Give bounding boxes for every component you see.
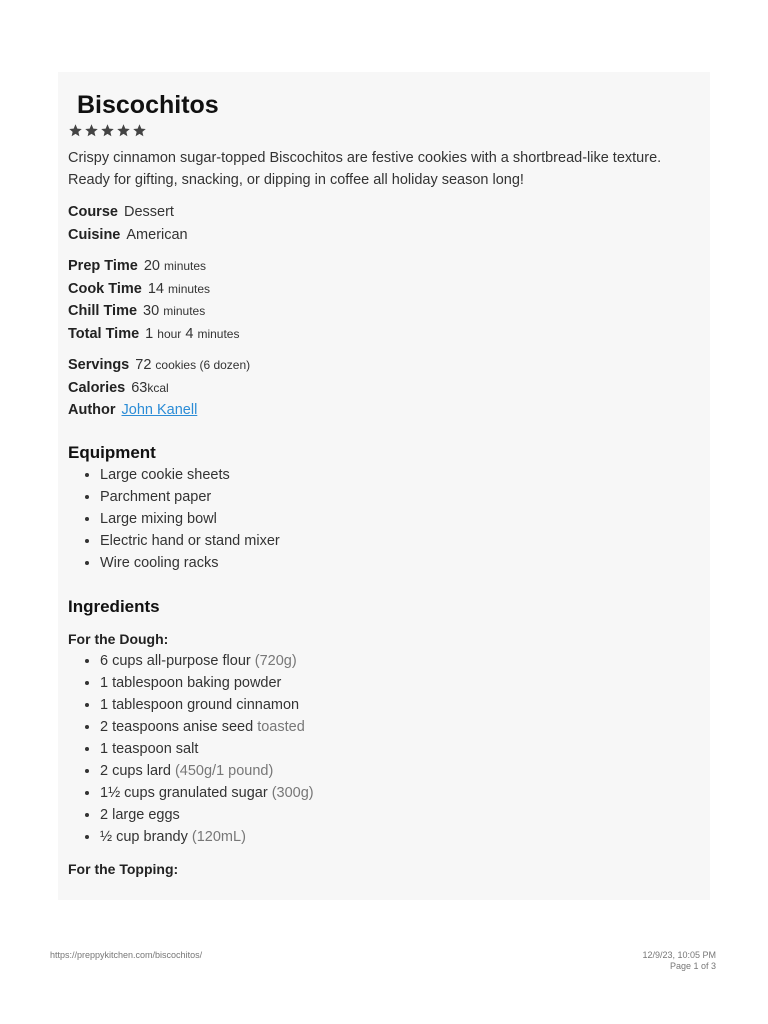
recipe-card	[58, 72, 710, 900]
ingredient-text: 2 cups lard	[100, 762, 171, 779]
ingredient-item	[100, 694, 700, 716]
equipment-section	[68, 442, 700, 574]
meta-group-category	[68, 201, 700, 246]
meta-unit: minutes	[163, 304, 206, 318]
ingredient-text: 1½ cups granulated sugar	[100, 784, 268, 801]
ingredient-text: 2 teaspoons anise seed	[100, 718, 254, 735]
meta-unit: minutes	[197, 326, 240, 341]
meta-label: Course	[68, 204, 118, 220]
ingredient-item	[100, 650, 700, 672]
star-icon	[68, 123, 83, 138]
ingredients-section	[68, 596, 700, 880]
ingredient-note: (300g)	[271, 784, 314, 801]
meta-cuisine	[68, 224, 700, 247]
ingredient-item	[100, 716, 700, 738]
meta-author	[68, 399, 700, 422]
meta-unit: minutes	[168, 281, 211, 296]
meta-unit: hour	[157, 326, 182, 341]
equipment-item: • Large mixing bowl	[100, 508, 700, 530]
ingredient-item	[100, 738, 700, 760]
ingredient-text: 2 large eggs	[100, 806, 180, 823]
equipment-list	[68, 464, 700, 574]
meta-calories	[68, 377, 700, 400]
ingredient-text: ½ cup brandy	[100, 828, 188, 845]
meta-value: 1	[145, 325, 154, 342]
meta-value: 4	[185, 325, 194, 342]
meta-label: Calories	[68, 379, 126, 396]
ingredient-text: 1 tablespoon ground cinnamon	[100, 696, 300, 713]
recipe-summary: Crispy cinnamon sugar-topped Biscochitos are festive cookies with a shortbread-like texture. Ready for gifting, snacking, or dipping in coffee all holiday season long!	[68, 150, 662, 188]
dough-subheading: For the Dough:	[68, 630, 169, 647]
equipment-item: • Large cookie sheets	[100, 464, 700, 486]
meta-value: 30	[143, 303, 160, 319]
ingredient-item	[100, 826, 700, 848]
meta-label: Total Time	[68, 325, 140, 342]
footer-datetime: 12/9/23, 10:05 PM	[642, 950, 716, 960]
star-icon	[132, 123, 147, 138]
ingredient-text: 6 cups all-purpose flour	[100, 652, 251, 669]
ingredient-item	[100, 782, 700, 804]
ingredient-note: (120mL)	[191, 828, 246, 845]
star-icon	[84, 123, 99, 138]
recipe-title: Biscochitos	[77, 91, 219, 119]
meta-servings	[68, 354, 700, 377]
meta-label: Cuisine	[68, 226, 121, 243]
footer-url: https://preppykitchen.com/biscochitos/	[50, 950, 203, 960]
author-link[interactable]: John Kanell	[121, 402, 198, 418]
equipment-item: • Parchment paper	[100, 486, 700, 508]
star-icon	[116, 123, 131, 138]
meta-unit: minutes	[164, 259, 207, 273]
meta-value: 14	[147, 280, 164, 297]
meta-prep-time	[68, 255, 700, 278]
footer-info	[642, 950, 716, 972]
footer-page-number: Page 1 of 3	[669, 961, 716, 971]
ingredient-item	[100, 672, 700, 694]
meta-value: American	[126, 226, 188, 243]
dough-ingredient-list	[68, 650, 700, 848]
meta-unit: kcal	[147, 380, 169, 395]
meta-value: 63	[131, 379, 148, 396]
meta-chill-time	[68, 300, 700, 323]
meta-group-times	[68, 255, 700, 345]
meta-cook-time	[68, 278, 700, 301]
recipe-meta	[68, 201, 700, 422]
topping-subheading: For the Topping:	[68, 860, 179, 877]
equipment-item: • Wire cooling racks	[100, 552, 700, 574]
ingredient-note: (720g)	[254, 652, 297, 669]
ingredients-heading: Ingredients	[68, 596, 160, 616]
ingredient-text: 1 tablespoon baking powder	[100, 674, 282, 691]
meta-label: Prep Time	[68, 258, 138, 274]
star-icon	[100, 123, 115, 138]
ingredient-item	[100, 760, 700, 782]
meta-label: Servings	[68, 357, 130, 373]
ingredient-note: (450g/1 pound)	[174, 762, 274, 779]
meta-course	[68, 201, 700, 224]
meta-group-info	[68, 354, 700, 422]
meta-unit: cookies (6 dozen)	[155, 358, 251, 372]
meta-value: Dessert	[123, 204, 174, 220]
ingredient-item	[100, 804, 700, 826]
meta-value: 20	[143, 258, 160, 274]
meta-label: Cook Time	[68, 280, 142, 297]
meta-label: Author	[68, 402, 116, 418]
meta-label: Chill Time	[68, 303, 138, 319]
equipment-item: • Electric hand or stand mixer	[100, 530, 700, 552]
meta-value: 72	[135, 357, 152, 373]
equipment-heading: Equipment	[68, 442, 156, 462]
ingredient-text: 1 teaspoon salt	[100, 740, 199, 757]
ingredient-note: toasted	[257, 718, 305, 735]
rating-stars[interactable]	[68, 123, 700, 143]
meta-total-time	[68, 323, 700, 346]
